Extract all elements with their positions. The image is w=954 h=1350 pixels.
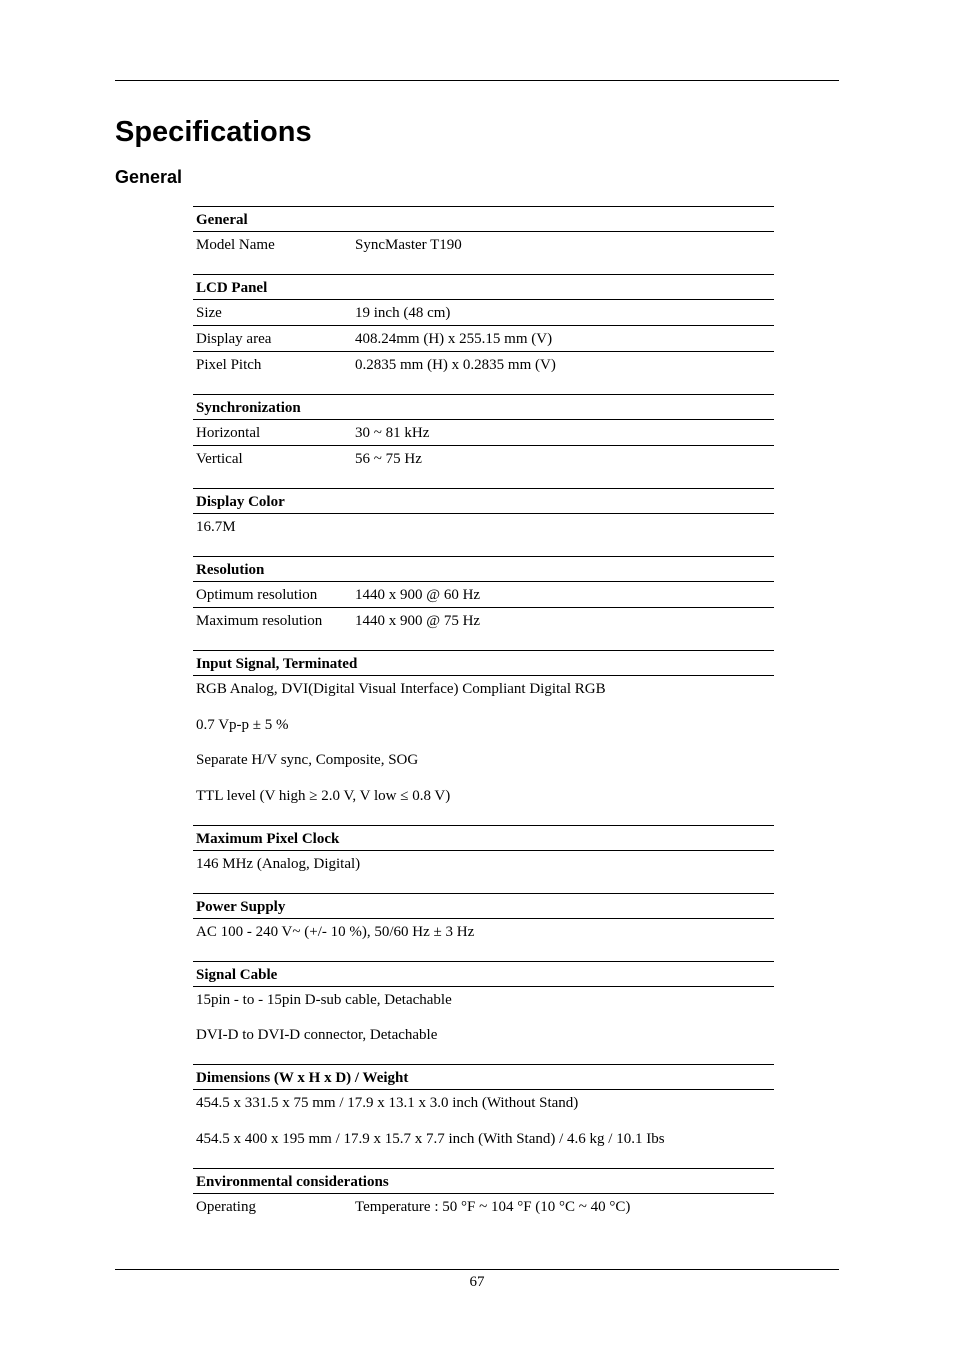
group-header: Resolution bbox=[193, 556, 774, 582]
group-synchronization bbox=[193, 394, 774, 472]
spec-value: 1440 x 900 @ 60 Hz bbox=[355, 587, 481, 603]
group-header: Input Signal, Terminated bbox=[193, 650, 774, 676]
group-environmental bbox=[193, 1168, 774, 1220]
spec-value: 56 ~ 75 Hz bbox=[355, 451, 422, 467]
spec-row bbox=[193, 326, 774, 352]
spec-line: DVI-D to DVI-D connector, Detachable bbox=[196, 1027, 438, 1043]
spec-label: Size bbox=[196, 305, 222, 321]
group-signal-cable bbox=[193, 961, 774, 1049]
spec-value: 19 inch (48 cm) bbox=[355, 305, 451, 321]
footer-rule bbox=[115, 1269, 839, 1270]
spec-label: Optimum resolution bbox=[196, 587, 318, 603]
spec-label: Horizontal bbox=[196, 425, 261, 441]
spec-row bbox=[193, 446, 774, 472]
group-header: LCD Panel bbox=[193, 274, 774, 300]
spec-row bbox=[193, 1194, 774, 1220]
spec-label: Vertical bbox=[196, 451, 243, 467]
spec-line: 454.5 x 331.5 x 75 mm / 17.9 x 13.1 x 3.0 inch (Without Stand) bbox=[196, 1095, 579, 1111]
spec-row bbox=[193, 232, 774, 258]
spec-label: Model Name bbox=[196, 237, 275, 253]
spec-line: 15pin - to - 15pin D-sub cable, Detachable bbox=[196, 991, 452, 1008]
spec-value: 30 ~ 81 kHz bbox=[355, 425, 430, 441]
spec-value: 408.24mm (H) x 255.15 mm (V) bbox=[355, 331, 553, 347]
group-header: Dimensions (W x H x D) / Weight bbox=[193, 1064, 774, 1090]
spec-value: 0.2835 mm (H) x 0.2835 mm (V) bbox=[355, 357, 556, 373]
spec-value: Temperature : 50 °F ~ 104 °F (10 °C ~ 40 °C) bbox=[355, 1198, 631, 1215]
group-header: Display Color bbox=[193, 488, 774, 514]
group-header: General bbox=[193, 206, 774, 232]
spec-line: RGB Analog, DVI(Digital Visual Interface) Compliant Digital RGB bbox=[196, 681, 606, 697]
spec-label: Display area bbox=[196, 331, 272, 347]
group-header: Power Supply bbox=[193, 893, 774, 919]
spec-row bbox=[193, 608, 774, 634]
spec-row bbox=[193, 300, 774, 326]
header-rule bbox=[115, 80, 839, 81]
page-title: Specifications bbox=[115, 116, 312, 148]
group-header: Signal Cable bbox=[193, 961, 774, 987]
group-header: Synchronization bbox=[193, 394, 774, 420]
group-general bbox=[193, 206, 774, 258]
spec-value: 1440 x 900 @ 75 Hz bbox=[355, 613, 481, 629]
spec-line: 454.5 x 400 x 195 mm / 17.9 x 15.7 x 7.7 inch (With Stand) / 4.6 kg / 10.1 Ibs bbox=[196, 1130, 665, 1147]
spec-row bbox=[193, 420, 774, 446]
group-power-supply bbox=[193, 893, 774, 945]
spec-line: AC 100 - 240 V~ (+/- 10 %), 50/60 Hz ± 3 Hz bbox=[196, 923, 475, 940]
group-header: Environmental considerations bbox=[193, 1168, 774, 1194]
group-header: Maximum Pixel Clock bbox=[193, 825, 774, 851]
spec-line: 0.7 Vp-p ± 5 % bbox=[196, 716, 289, 733]
group-maximum-pixel-clock bbox=[193, 825, 774, 877]
group-input-signal bbox=[193, 650, 774, 809]
group-dimensions-weight bbox=[193, 1064, 774, 1152]
spec-row bbox=[193, 352, 774, 378]
spec-line: 146 MHz (Analog, Digital) bbox=[196, 855, 361, 872]
spec-value: SyncMaster T190 bbox=[355, 237, 462, 253]
spec-row bbox=[193, 582, 774, 608]
spec-line: 16.7M bbox=[196, 519, 236, 535]
spec-label: Pixel Pitch bbox=[196, 357, 262, 373]
section-title: General bbox=[115, 167, 183, 187]
group-resolution bbox=[193, 556, 774, 634]
group-display-color bbox=[193, 488, 774, 540]
page-number: 67 bbox=[469, 1274, 485, 1290]
spec-label: Operating bbox=[196, 1198, 256, 1215]
spec-label: Maximum resolution bbox=[196, 613, 323, 629]
group-lcd-panel bbox=[193, 274, 774, 378]
spec-table bbox=[193, 206, 774, 1220]
spec-line: TTL level (V high ≥ 2.0 V, V low ≤ 0.8 V) bbox=[196, 787, 451, 804]
spec-line: Separate H/V sync, Composite, SOG bbox=[196, 752, 419, 768]
